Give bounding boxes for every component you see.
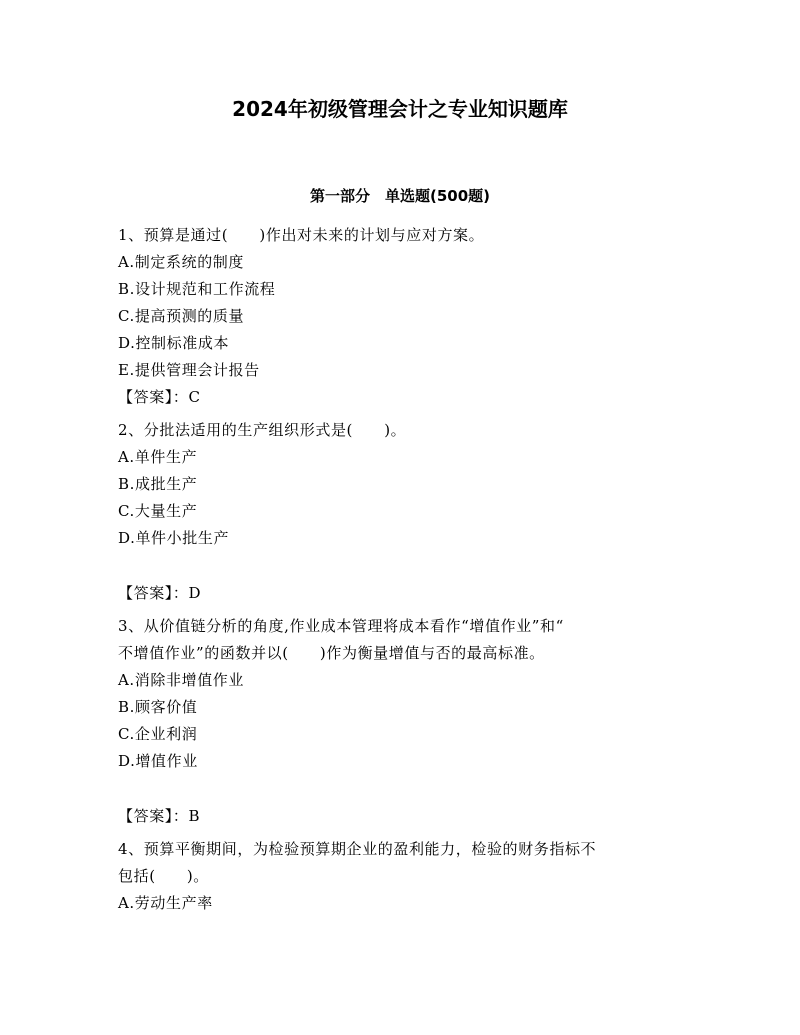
option-b: B.设计规范和工作流程 <box>118 280 276 298</box>
option-a: A.消除非增值作业 <box>118 671 245 689</box>
option-c: C.提高预测的质量 <box>118 307 245 325</box>
option-b: B.顾客价值 <box>118 698 198 716</box>
answer-value: ：C <box>172 388 201 406</box>
option-c: C.大量生产 <box>118 502 198 520</box>
option-b: B.成批生产 <box>118 475 198 493</box>
document-title: 2024年初级管理会计之专业知识题库 <box>232 97 568 121</box>
question-3 <box>118 613 688 775</box>
section-title: 第一部分 单选题(500题) <box>309 187 491 205</box>
option-e: E.提供管理会计报告 <box>118 361 260 379</box>
answer-value: ：B <box>172 807 201 825</box>
question-stem-line-2: 包括( )。 <box>118 867 209 885</box>
question-stem-line-1: 4、预算平衡期间，为检验预算期企业的盈利能力，检验的财务指标不 <box>118 840 597 858</box>
answer-line <box>118 580 688 607</box>
option-d: D.单件小批生产 <box>118 529 230 547</box>
option-a: A.制定系统的制度 <box>118 253 245 271</box>
answer-label: 【答案】 <box>118 388 173 406</box>
answer-line <box>118 384 688 411</box>
option-c: C.企业利润 <box>118 725 198 743</box>
answer-label: 【答案】 <box>118 807 173 825</box>
question-list <box>118 222 688 917</box>
answer-line <box>118 803 688 830</box>
option-a: A.劳动生产率 <box>118 894 213 912</box>
option-a: A.单件生产 <box>118 448 198 466</box>
question-stem: 2、分批法适用的生产组织形式是( )。 <box>118 421 407 439</box>
question-stem-line-1: 3、从价值链分析的角度,作业成本管理将成本看作“增值作业”和“ <box>118 617 564 635</box>
answer-label: 【答案】 <box>118 584 173 602</box>
question-stem-line-2: 不增值作业”的函数并以( )作为衡量增值与否的最高标准。 <box>118 644 545 662</box>
option-d: D.增值作业 <box>118 752 198 770</box>
question-1 <box>118 222 688 411</box>
question-2 <box>118 417 688 552</box>
question-4 <box>118 836 688 917</box>
answer-value: ：D <box>172 584 202 602</box>
question-stem: 1、预算是通过( )作出对未来的计划与应对方案。 <box>118 226 485 244</box>
option-d: D.控制标准成本 <box>118 334 230 352</box>
